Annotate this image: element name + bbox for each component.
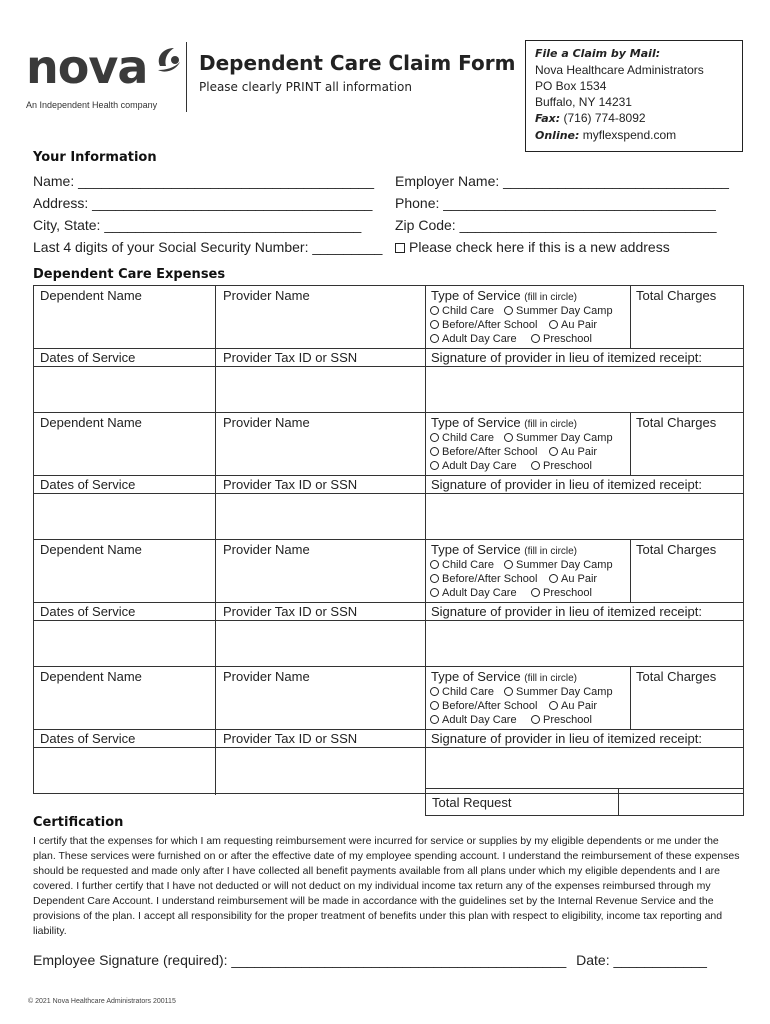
type-of-service-label [431, 542, 577, 557]
fill-in-circle-note: (fill in circle) [524, 673, 578, 684]
option-before-after-school[interactable] [430, 446, 537, 458]
expenses-heading: Dependent Care Expenses [33, 267, 226, 282]
radio-circle-icon[interactable] [549, 447, 558, 456]
radio-circle-icon[interactable] [531, 461, 540, 470]
dates-of-service-label: Dates of Service [40, 477, 136, 492]
fill-in-circle-note: (fill in circle) [524, 546, 578, 557]
ssn-field[interactable]: Last 4 digits of your Social Security Number: _________ [33, 239, 383, 255]
option-before-after-school[interactable] [430, 573, 537, 585]
col-divider-2 [425, 540, 426, 668]
logo-tagline: An Independent Health company [26, 100, 158, 110]
col-divider-2 [425, 286, 426, 414]
certification-heading: Certification [33, 815, 124, 830]
fax-label: Fax: [535, 112, 561, 125]
online-line [535, 127, 733, 144]
online-value[interactable]: myflexspend.com [582, 128, 677, 142]
new-address-label: Please check here if this is a new address [409, 239, 670, 255]
option-label: Child Care [442, 559, 494, 571]
option-summer-day-camp[interactable] [504, 559, 613, 571]
type-of-service-label [431, 669, 577, 684]
col-divider-2 [425, 667, 426, 795]
radio-circle-icon[interactable] [504, 687, 513, 696]
option-au-pair[interactable] [549, 573, 597, 585]
option-label: Adult Day Care [442, 714, 517, 726]
signature-line[interactable] [33, 952, 707, 968]
radio-circle-icon[interactable] [430, 701, 439, 710]
option-au-pair[interactable] [549, 700, 597, 712]
option-summer-day-camp[interactable] [504, 432, 613, 444]
type-of-service-text: Type of Service [431, 669, 521, 684]
row-divider [34, 602, 743, 603]
provider-name-label: Provider Name [223, 542, 310, 557]
option-label: Preschool [543, 587, 592, 599]
option-label: Adult Day Care [442, 333, 517, 345]
fax-value: (716) 774-8092 [563, 111, 646, 125]
option-preschool[interactable] [531, 460, 592, 472]
provider-tax-id-label: Provider Tax ID or SSN [223, 350, 358, 365]
your-info-heading: Your Information [33, 150, 157, 165]
total-charges-label: Total Charges [636, 669, 717, 684]
dependent-name-label: Dependent Name [40, 542, 142, 557]
total-charges-label: Total Charges [636, 415, 717, 430]
radio-circle-icon[interactable] [430, 447, 439, 456]
radio-circle-icon[interactable] [549, 574, 558, 583]
logo-wordmark: nova [26, 40, 148, 94]
col-divider-3 [630, 540, 631, 602]
type-of-service-text: Type of Service [431, 288, 521, 303]
form-subtitle: Please clearly PRINT all information [199, 80, 412, 94]
radio-circle-icon[interactable] [430, 715, 439, 724]
option-label: Preschool [543, 333, 592, 345]
option-label: Adult Day Care [442, 587, 517, 599]
option-label: Child Care [442, 305, 494, 317]
option-label: Preschool [543, 714, 592, 726]
type-of-service-text: Type of Service [431, 415, 521, 430]
option-preschool[interactable] [531, 333, 592, 345]
mail-line-3: Buffalo, NY 14231 [535, 95, 632, 109]
provider-name-label: Provider Name [223, 288, 310, 303]
option-label: Before/After School [442, 700, 538, 712]
provider-signature-label: Signature of provider in lieu of itemized receipt: [431, 477, 702, 492]
option-label: Au Pair [561, 446, 598, 458]
total-request-box [425, 788, 744, 816]
col-divider-1 [215, 413, 216, 541]
form-header [0, 0, 770, 160]
provider-signature-label: Signature of provider in lieu of itemized receipt: [431, 604, 702, 619]
total-charges-label: Total Charges [636, 542, 717, 557]
radio-circle-icon[interactable] [430, 433, 439, 442]
total-request-label: Total Request [432, 795, 512, 810]
provider-signature-label: Signature of provider in lieu of itemized receipt: [431, 350, 702, 365]
option-label: Au Pair [561, 573, 598, 585]
option-before-after-school[interactable] [430, 319, 537, 331]
col-divider-2 [425, 413, 426, 541]
total-charges-label: Total Charges [636, 288, 717, 303]
option-adult-day-care[interactable] [430, 333, 517, 345]
row-divider-sub [34, 620, 743, 621]
radio-circle-icon[interactable] [504, 433, 513, 442]
name-field[interactable]: Name: ______________________________________ [33, 173, 374, 189]
provider-name-label: Provider Name [223, 669, 310, 684]
row-divider-sub [34, 747, 743, 748]
radio-circle-icon[interactable] [531, 334, 540, 343]
phone-field[interactable]: Phone: ___________________________________ [395, 195, 716, 211]
option-label: Summer Day Camp [516, 305, 613, 317]
employee-signature-field[interactable]: Employee Signature (required): ___________________________________________ [33, 952, 567, 968]
expense-block-2 [33, 412, 744, 540]
option-before-after-school[interactable] [430, 700, 537, 712]
option-label: Child Care [442, 686, 494, 698]
online-label: Online: [535, 129, 580, 142]
radio-circle-icon[interactable] [430, 306, 439, 315]
dates-of-service-label: Dates of Service [40, 604, 136, 619]
radio-circle-icon[interactable] [531, 715, 540, 724]
provider-signature-label: Signature of provider in lieu of itemized receipt: [431, 731, 702, 746]
option-label: Au Pair [561, 319, 598, 331]
dates-of-service-label: Dates of Service [40, 731, 136, 746]
option-preschool[interactable] [531, 714, 592, 726]
option-label: Au Pair [561, 700, 598, 712]
col-divider-1 [215, 286, 216, 414]
option-label: Adult Day Care [442, 460, 517, 472]
mail-info-box [525, 40, 743, 152]
footer-copyright: © 2021 Nova Healthcare Administrators 200115 [28, 998, 176, 1005]
option-au-pair[interactable] [549, 319, 597, 331]
option-adult-day-care[interactable] [430, 587, 517, 599]
total-request-divider [618, 789, 619, 815]
option-child-care[interactable] [430, 432, 494, 444]
mail-line-1: Nova Healthcare Administrators [535, 63, 704, 77]
expense-block-4 [33, 666, 744, 794]
option-summer-day-camp[interactable] [504, 686, 613, 698]
radio-circle-icon[interactable] [430, 334, 439, 343]
logo-swirl-icon [152, 44, 182, 74]
row-divider [34, 729, 743, 730]
option-label: Child Care [442, 432, 494, 444]
new-address-checkbox[interactable] [395, 243, 405, 253]
option-adult-day-care[interactable] [430, 460, 517, 472]
type-of-service-text: Type of Service [431, 542, 521, 557]
radio-circle-icon[interactable] [549, 701, 558, 710]
row-divider-sub [34, 366, 743, 367]
option-label: Preschool [543, 460, 592, 472]
radio-circle-icon[interactable] [531, 588, 540, 597]
expense-block-3 [33, 539, 744, 667]
radio-circle-icon[interactable] [430, 320, 439, 329]
row-divider [34, 475, 743, 476]
option-child-care[interactable] [430, 559, 494, 571]
option-preschool[interactable] [531, 587, 592, 599]
option-label: Before/After School [442, 446, 538, 458]
radio-circle-icon[interactable] [430, 461, 439, 470]
type-of-service-label [431, 288, 577, 303]
fax-line [535, 110, 733, 127]
col-divider-3 [630, 286, 631, 348]
col-divider-1 [215, 540, 216, 668]
option-summer-day-camp[interactable] [504, 305, 613, 317]
option-child-care[interactable] [430, 686, 494, 698]
fill-in-circle-note: (fill in circle) [524, 292, 578, 303]
option-label: Before/After School [442, 319, 538, 331]
dates-of-service-label: Dates of Service [40, 350, 136, 365]
option-label: Summer Day Camp [516, 432, 613, 444]
radio-circle-icon[interactable] [504, 306, 513, 315]
dependent-name-label: Dependent Name [40, 415, 142, 430]
provider-name-label: Provider Name [223, 415, 310, 430]
mail-line-2: PO Box 1534 [535, 79, 607, 93]
option-label: Before/After School [442, 573, 538, 585]
row-divider-sub [34, 493, 743, 494]
radio-circle-icon[interactable] [430, 574, 439, 583]
form-title: Dependent Care Claim Form [199, 51, 516, 75]
header-divider [186, 42, 187, 112]
option-label: Summer Day Camp [516, 686, 613, 698]
row-divider [34, 348, 743, 349]
col-divider-3 [630, 667, 631, 729]
provider-tax-id-label: Provider Tax ID or SSN [223, 731, 358, 746]
zip-field[interactable]: Zip Code: _________________________________ [395, 217, 717, 233]
date-field[interactable]: Date: ____________ [576, 952, 707, 968]
certification-text: I certify that the expenses for which I am requesting reimbursement were incurred for service or supplies by my eligible dependents or me under the plan. These services were furnished on or after the effective date of my employee spending account. I understand the reimbursement of these expenses should be requested and made only after I have collected all benefit payments available from all plans under which my eligible dependents and I are covered. I further certify that I have not deducted or will not deduct on my individual income tax return any of the expenses reimbursed through my Dependent Care Account. I understand reimbursement will be made in accordance with the guidelines set by the Internal Revenue Service and the provisions of the plan. I accept all responsibility for the proper treatment of benefits under this plan with respect to eligibility, income tax reporting and liability. [33, 835, 740, 937]
city-state-field[interactable]: City, State: _________________________________ [33, 217, 362, 233]
dependent-name-label: Dependent Name [40, 669, 142, 684]
radio-circle-icon[interactable] [504, 560, 513, 569]
radio-circle-icon[interactable] [549, 320, 558, 329]
option-label: Summer Day Camp [516, 559, 613, 571]
expense-block-1 [33, 285, 744, 413]
nova-logo [24, 40, 184, 114]
new-address-checkbox-row[interactable] [395, 239, 670, 255]
employer-field[interactable]: Employer Name: _____________________________ [395, 173, 729, 189]
option-child-care[interactable] [430, 305, 494, 317]
radio-circle-icon[interactable] [430, 687, 439, 696]
provider-tax-id-label: Provider Tax ID or SSN [223, 477, 358, 492]
dependent-name-label: Dependent Name [40, 288, 142, 303]
option-adult-day-care[interactable] [430, 714, 517, 726]
provider-tax-id-label: Provider Tax ID or SSN [223, 604, 358, 619]
col-divider-1 [215, 667, 216, 795]
address-field[interactable]: Address: ____________________________________ [33, 195, 373, 211]
fill-in-circle-note: (fill in circle) [524, 419, 578, 430]
mail-heading: File a Claim by Mail: [535, 47, 661, 60]
radio-circle-icon[interactable] [430, 560, 439, 569]
radio-circle-icon[interactable] [430, 588, 439, 597]
type-of-service-label [431, 415, 577, 430]
col-divider-3 [630, 413, 631, 475]
option-au-pair[interactable] [549, 446, 597, 458]
